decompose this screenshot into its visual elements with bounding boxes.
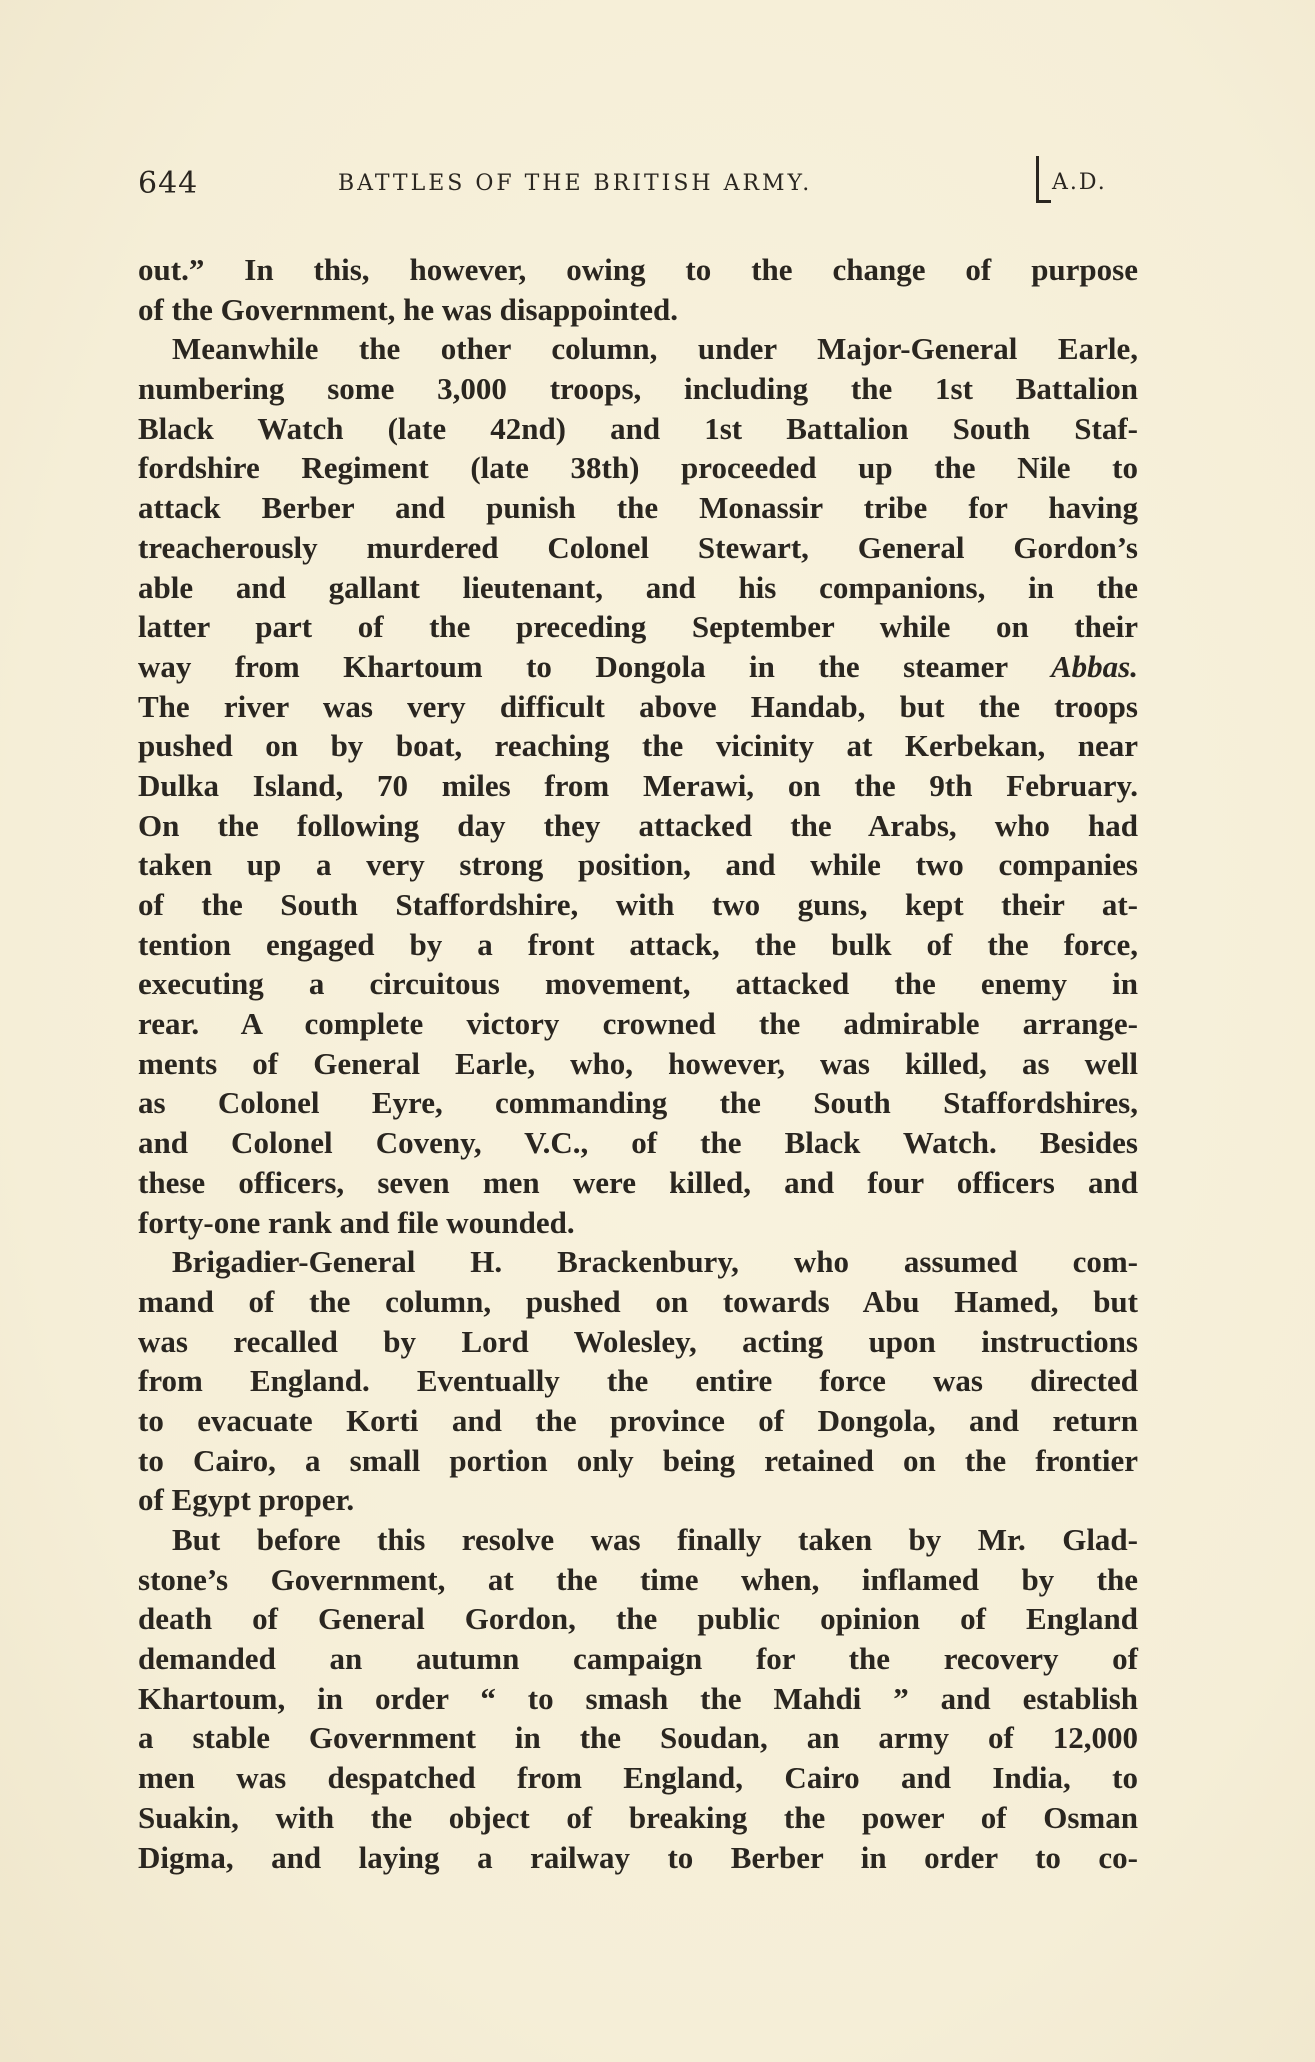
text-line: mand of the column, pushed on towards Abu Hamed, but xyxy=(138,1283,1138,1319)
text-line: Meanwhile the other column, under Major-General Earle, xyxy=(172,331,1138,367)
era-label: A.D. xyxy=(1052,170,1107,195)
text-line: men was despatched from England, Cairo and India, to xyxy=(138,1760,1138,1796)
text-segment: way from Khartoum to Dongola in the steamer xyxy=(138,648,1051,684)
text-line: Dulka Island, 70 miles from Merawi, on the 9th February. xyxy=(138,767,1138,803)
text-line: able and gallant lieutenant, and his companions, in the xyxy=(138,569,1138,605)
text-line: tention engaged by a front attack, the bulk of the force, xyxy=(138,926,1138,962)
text-line: from England. Eventually the entire force was directed xyxy=(138,1363,1138,1399)
text-line: a stable Government in the Soudan, an army of 12,000 xyxy=(138,1720,1138,1756)
text-line: and Colonel Coveny, V.C., of the Black Watch. Besides xyxy=(138,1125,1138,1161)
text-line: demanded an autumn campaign for the recovery of xyxy=(138,1641,1138,1677)
text-line: forty-one rank and file wounded. xyxy=(138,1204,575,1240)
text-line: The river was very difficult above Handab, but the troops xyxy=(138,688,1138,724)
text-line: of Egypt proper. xyxy=(138,1482,355,1518)
page-number: 644 xyxy=(138,166,199,201)
steamer-name: Abbas. xyxy=(1051,648,1138,684)
body-text xyxy=(138,250,1138,1877)
text-line: Khartoum, in order “ to smash the Mahdi ” and establish xyxy=(138,1680,1138,1716)
text-line: executing a circuitous movement, attacked the enemy in xyxy=(138,966,1138,1002)
text-line: Black Watch (late 42nd) and 1st Battalion South Staf- xyxy=(138,410,1138,446)
text-line: was recalled by Lord Wolesley, acting upon instructions xyxy=(138,1323,1138,1359)
text-line: Suakin, with the object of breaking the power of Osman xyxy=(138,1799,1138,1835)
text-line: these officers, seven men were killed, and four officers and xyxy=(138,1164,1138,1200)
text-line-steamer xyxy=(138,647,1138,687)
text-line: of the South Staffordshire, with two guns, kept their at- xyxy=(138,887,1138,922)
running-title: BATTLES OF THE BRITISH ARMY. xyxy=(338,171,813,196)
text-line: death of General Gordon, the public opinion of England xyxy=(138,1601,1138,1637)
text-line: out.” In this, however, owing to the change of purpose xyxy=(138,252,1138,287)
text-line: taken up a very strong position, and while two companies xyxy=(138,847,1138,883)
text-line: of the Government, he was disappointed. xyxy=(138,291,678,327)
text-line: numbering some 3,000 troops, including the 1st Battalion xyxy=(138,371,1138,407)
text-line: But before this resolve was finally taken by Mr. Glad- xyxy=(172,1522,1138,1557)
page-header xyxy=(138,166,1138,206)
text-line: to Cairo, a small portion only being retained on the frontier xyxy=(138,1442,1138,1478)
text-line: latter part of the preceding September while on their xyxy=(138,609,1138,645)
text-line: ments of General Earle, who, however, was killed, as well xyxy=(138,1045,1138,1081)
text-line: attack Berber and punish the Monassir tribe for having xyxy=(138,490,1138,526)
text-line: Brigadier-General H. Brackenbury, who assumed com- xyxy=(172,1244,1138,1280)
text-line: pushed on by boat, reaching the vicinity at Kerbekan, near xyxy=(138,728,1138,764)
text-line: stone’s Government, at the time when, inflamed by the xyxy=(138,1561,1138,1597)
text-line: treacherously murdered Colonel Stewart, General Gordon’s xyxy=(138,529,1138,565)
text-line: as Colonel Eyre, commanding the South Staffordshires, xyxy=(138,1085,1138,1121)
text-line: On the following day they attacked the Arabs, who had xyxy=(138,807,1138,843)
bracket-mark xyxy=(1036,156,1051,203)
text-line: fordshire Regiment (late 38th) proceeded up the Nile to xyxy=(138,450,1138,486)
text-line: rear. A complete victory crowned the admirable arrange- xyxy=(138,1006,1138,1042)
text-line: to evacuate Korti and the province of Dongola, and return xyxy=(138,1402,1138,1438)
text-line: Digma, and laying a railway to Berber in order to co- xyxy=(138,1839,1138,1875)
